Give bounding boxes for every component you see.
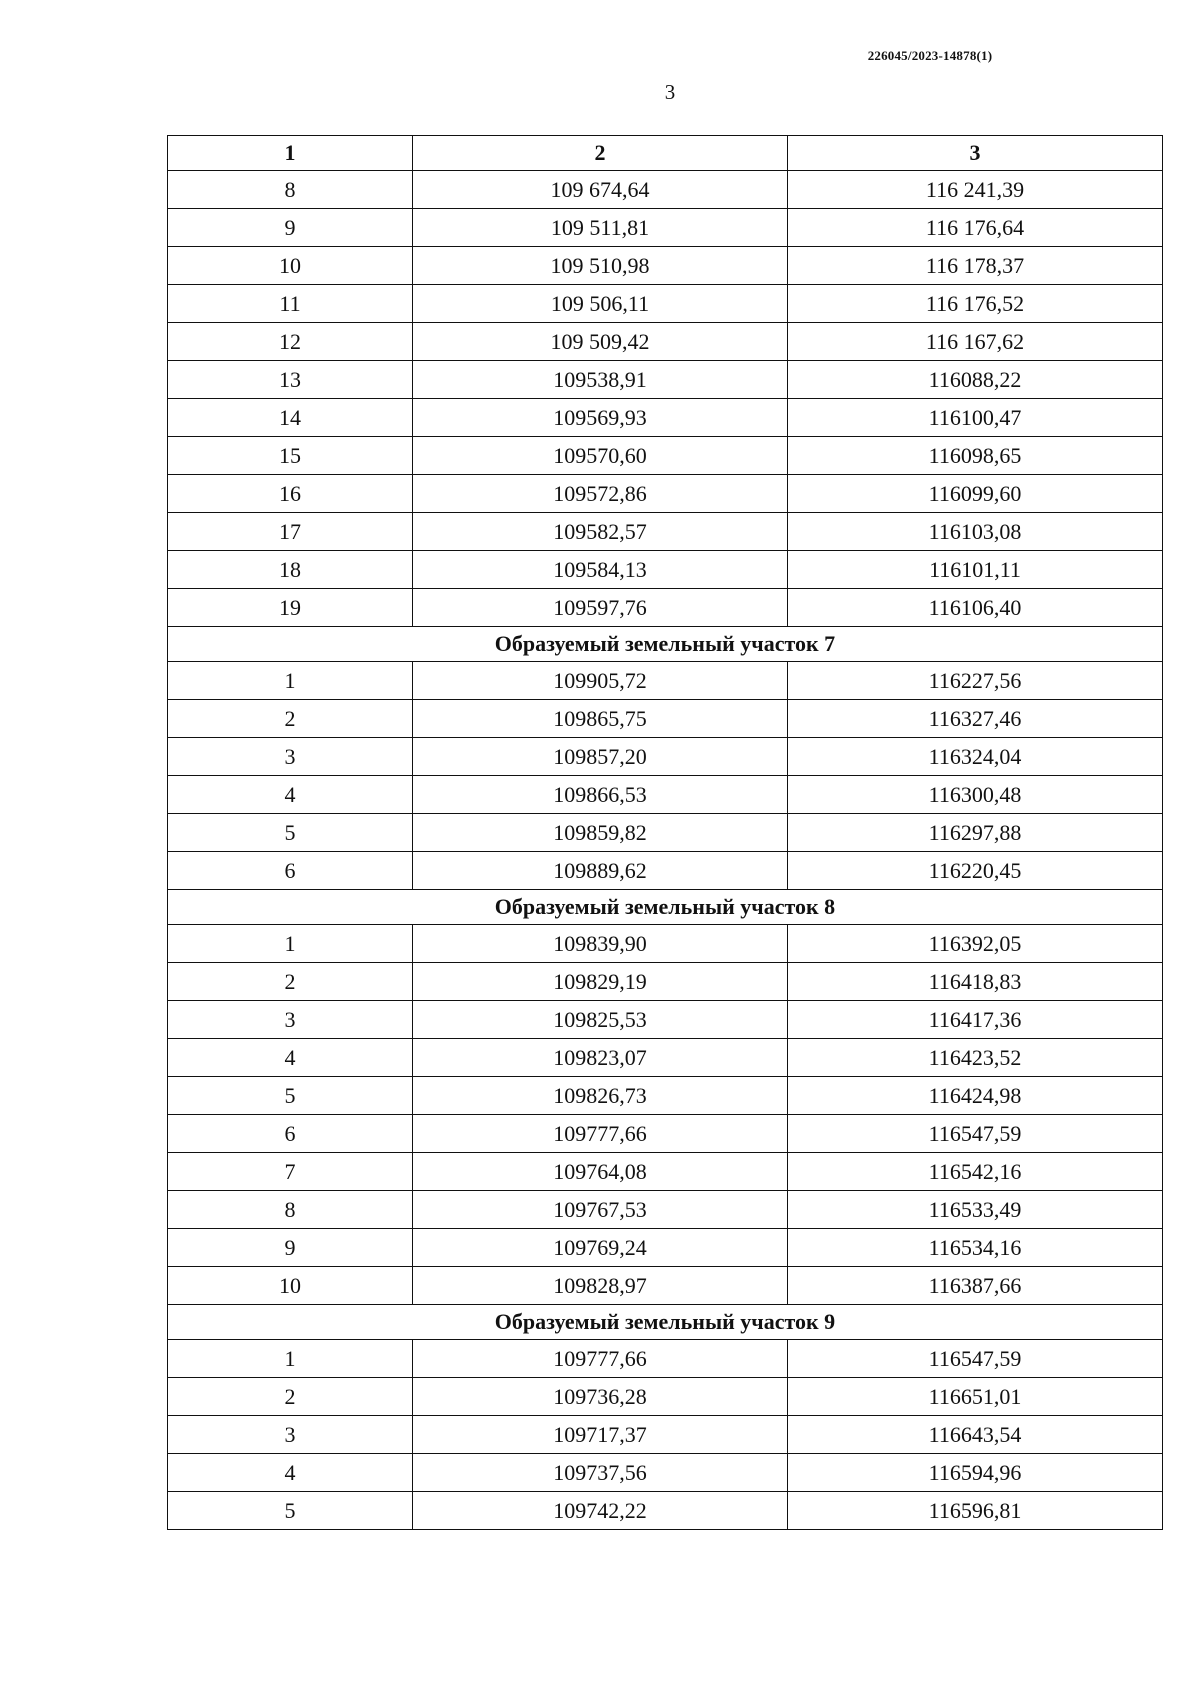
y-coordinate-cell: 116100,47 <box>788 399 1163 437</box>
point-number-cell: 9 <box>168 209 413 247</box>
section-title: Образуемый земельный участок 8 <box>168 890 1163 925</box>
section-title: Образуемый земельный участок 7 <box>168 627 1163 662</box>
point-number-cell: 19 <box>168 589 413 627</box>
y-coordinate-cell: 116423,52 <box>788 1039 1163 1077</box>
x-coordinate-cell: 109572,86 <box>413 475 788 513</box>
table-row <box>168 852 1163 890</box>
x-coordinate-cell: 109857,20 <box>413 738 788 776</box>
table-row <box>168 1153 1163 1191</box>
y-coordinate-cell: 116596,81 <box>788 1492 1163 1530</box>
table-row <box>168 247 1163 285</box>
point-number-cell: 10 <box>168 1267 413 1305</box>
table-row <box>168 1001 1163 1039</box>
x-coordinate-cell: 109905,72 <box>413 662 788 700</box>
y-coordinate-cell: 116594,96 <box>788 1454 1163 1492</box>
y-coordinate-cell: 116424,98 <box>788 1077 1163 1115</box>
point-number-cell: 3 <box>168 1416 413 1454</box>
x-coordinate-cell: 109823,07 <box>413 1039 788 1077</box>
table-row <box>168 171 1163 209</box>
x-coordinate-cell: 109 509,42 <box>413 323 788 361</box>
x-coordinate-cell: 109767,53 <box>413 1191 788 1229</box>
table-row <box>168 323 1163 361</box>
table-row <box>168 1039 1163 1077</box>
table-row <box>168 399 1163 437</box>
x-coordinate-cell: 109866,53 <box>413 776 788 814</box>
header-cell: 3 <box>788 136 1163 171</box>
x-coordinate-cell: 109736,28 <box>413 1378 788 1416</box>
table-row <box>168 589 1163 627</box>
table-row <box>168 1191 1163 1229</box>
table-row <box>168 209 1163 247</box>
table-row <box>168 1492 1163 1530</box>
x-coordinate-cell: 109 511,81 <box>413 209 788 247</box>
page-number: 3 <box>664 80 676 104</box>
y-coordinate-cell: 116099,60 <box>788 475 1163 513</box>
x-coordinate-cell: 109889,62 <box>413 852 788 890</box>
table-row <box>168 1229 1163 1267</box>
x-coordinate-cell: 109859,82 <box>413 814 788 852</box>
point-number-cell: 8 <box>168 171 413 209</box>
x-coordinate-cell: 109570,60 <box>413 437 788 475</box>
y-coordinate-cell: 116300,48 <box>788 776 1163 814</box>
point-number-cell: 5 <box>168 814 413 852</box>
point-number-cell: 2 <box>168 1378 413 1416</box>
table-row <box>168 662 1163 700</box>
y-coordinate-cell: 116 176,64 <box>788 209 1163 247</box>
section-header-row <box>168 627 1163 662</box>
table-row <box>168 776 1163 814</box>
point-number-cell: 6 <box>168 852 413 890</box>
point-number-cell: 12 <box>168 323 413 361</box>
point-number-cell: 13 <box>168 361 413 399</box>
x-coordinate-cell: 109538,91 <box>413 361 788 399</box>
point-number-cell: 18 <box>168 551 413 589</box>
point-number-cell: 10 <box>168 247 413 285</box>
y-coordinate-cell: 116 167,62 <box>788 323 1163 361</box>
y-coordinate-cell: 116392,05 <box>788 925 1163 963</box>
y-coordinate-cell: 116220,45 <box>788 852 1163 890</box>
table-row <box>168 475 1163 513</box>
table-row <box>168 738 1163 776</box>
y-coordinate-cell: 116324,04 <box>788 738 1163 776</box>
x-coordinate-cell: 109 674,64 <box>413 171 788 209</box>
table-row <box>168 1378 1163 1416</box>
point-number-cell: 2 <box>168 963 413 1001</box>
point-number-cell: 2 <box>168 700 413 738</box>
header-cell: 2 <box>413 136 788 171</box>
x-coordinate-cell: 109584,13 <box>413 551 788 589</box>
table-row <box>168 1267 1163 1305</box>
y-coordinate-cell: 116542,16 <box>788 1153 1163 1191</box>
y-coordinate-cell: 116 178,37 <box>788 247 1163 285</box>
point-number-cell: 3 <box>168 738 413 776</box>
x-coordinate-cell: 109569,93 <box>413 399 788 437</box>
y-coordinate-cell: 116106,40 <box>788 589 1163 627</box>
y-coordinate-cell: 116643,54 <box>788 1416 1163 1454</box>
x-coordinate-cell: 109582,57 <box>413 513 788 551</box>
table-row <box>168 1115 1163 1153</box>
table-row <box>168 361 1163 399</box>
y-coordinate-cell: 116101,11 <box>788 551 1163 589</box>
point-number-cell: 9 <box>168 1229 413 1267</box>
point-number-cell: 1 <box>168 1340 413 1378</box>
point-number-cell: 5 <box>168 1492 413 1530</box>
table-row <box>168 1077 1163 1115</box>
y-coordinate-cell: 116 176,52 <box>788 285 1163 323</box>
y-coordinate-cell: 116547,59 <box>788 1115 1163 1153</box>
y-coordinate-cell: 116533,49 <box>788 1191 1163 1229</box>
table-row <box>168 551 1163 589</box>
table-row <box>168 925 1163 963</box>
x-coordinate-cell: 109 510,98 <box>413 247 788 285</box>
point-number-cell: 15 <box>168 437 413 475</box>
document-id: 226045/2023-14878(1) <box>867 48 993 63</box>
point-number-cell: 16 <box>168 475 413 513</box>
table-header-row <box>168 136 1163 171</box>
x-coordinate-cell: 109737,56 <box>413 1454 788 1492</box>
x-coordinate-cell: 109839,90 <box>413 925 788 963</box>
y-coordinate-cell: 116651,01 <box>788 1378 1163 1416</box>
y-coordinate-cell: 116103,08 <box>788 513 1163 551</box>
point-number-cell: 5 <box>168 1077 413 1115</box>
section-header-row <box>168 1305 1163 1340</box>
point-number-cell: 4 <box>168 1454 413 1492</box>
table-row <box>168 700 1163 738</box>
x-coordinate-cell: 109777,66 <box>413 1115 788 1153</box>
x-coordinate-cell: 109 506,11 <box>413 285 788 323</box>
table-row <box>168 285 1163 323</box>
table-row <box>168 1416 1163 1454</box>
x-coordinate-cell: 109742,22 <box>413 1492 788 1530</box>
x-coordinate-cell: 109825,53 <box>413 1001 788 1039</box>
x-coordinate-cell: 109826,73 <box>413 1077 788 1115</box>
point-number-cell: 1 <box>168 925 413 963</box>
x-coordinate-cell: 109829,19 <box>413 963 788 1001</box>
header-cell: 1 <box>168 136 413 171</box>
table-row <box>168 963 1163 1001</box>
section-title: Образуемый земельный участок 9 <box>168 1305 1163 1340</box>
y-coordinate-cell: 116227,56 <box>788 662 1163 700</box>
point-number-cell: 1 <box>168 662 413 700</box>
y-coordinate-cell: 116088,22 <box>788 361 1163 399</box>
x-coordinate-cell: 109717,37 <box>413 1416 788 1454</box>
table-row <box>168 1454 1163 1492</box>
x-coordinate-cell: 109777,66 <box>413 1340 788 1378</box>
point-number-cell: 17 <box>168 513 413 551</box>
point-number-cell: 4 <box>168 1039 413 1077</box>
y-coordinate-cell: 116417,36 <box>788 1001 1163 1039</box>
y-coordinate-cell: 116534,16 <box>788 1229 1163 1267</box>
table-row <box>168 814 1163 852</box>
y-coordinate-cell: 116098,65 <box>788 437 1163 475</box>
y-coordinate-cell: 116327,46 <box>788 700 1163 738</box>
x-coordinate-cell: 109828,97 <box>413 1267 788 1305</box>
coordinates-table <box>167 135 1163 1530</box>
y-coordinate-cell: 116418,83 <box>788 963 1163 1001</box>
y-coordinate-cell: 116387,66 <box>788 1267 1163 1305</box>
point-number-cell: 4 <box>168 776 413 814</box>
table-row <box>168 1340 1163 1378</box>
point-number-cell: 6 <box>168 1115 413 1153</box>
table-row <box>168 437 1163 475</box>
y-coordinate-cell: 116547,59 <box>788 1340 1163 1378</box>
table-row <box>168 513 1163 551</box>
y-coordinate-cell: 116 241,39 <box>788 171 1163 209</box>
point-number-cell: 14 <box>168 399 413 437</box>
y-coordinate-cell: 116297,88 <box>788 814 1163 852</box>
x-coordinate-cell: 109597,76 <box>413 589 788 627</box>
point-number-cell: 7 <box>168 1153 413 1191</box>
section-header-row <box>168 890 1163 925</box>
x-coordinate-cell: 109764,08 <box>413 1153 788 1191</box>
x-coordinate-cell: 109769,24 <box>413 1229 788 1267</box>
x-coordinate-cell: 109865,75 <box>413 700 788 738</box>
point-number-cell: 3 <box>168 1001 413 1039</box>
point-number-cell: 11 <box>168 285 413 323</box>
table-body <box>168 171 1163 1530</box>
point-number-cell: 8 <box>168 1191 413 1229</box>
